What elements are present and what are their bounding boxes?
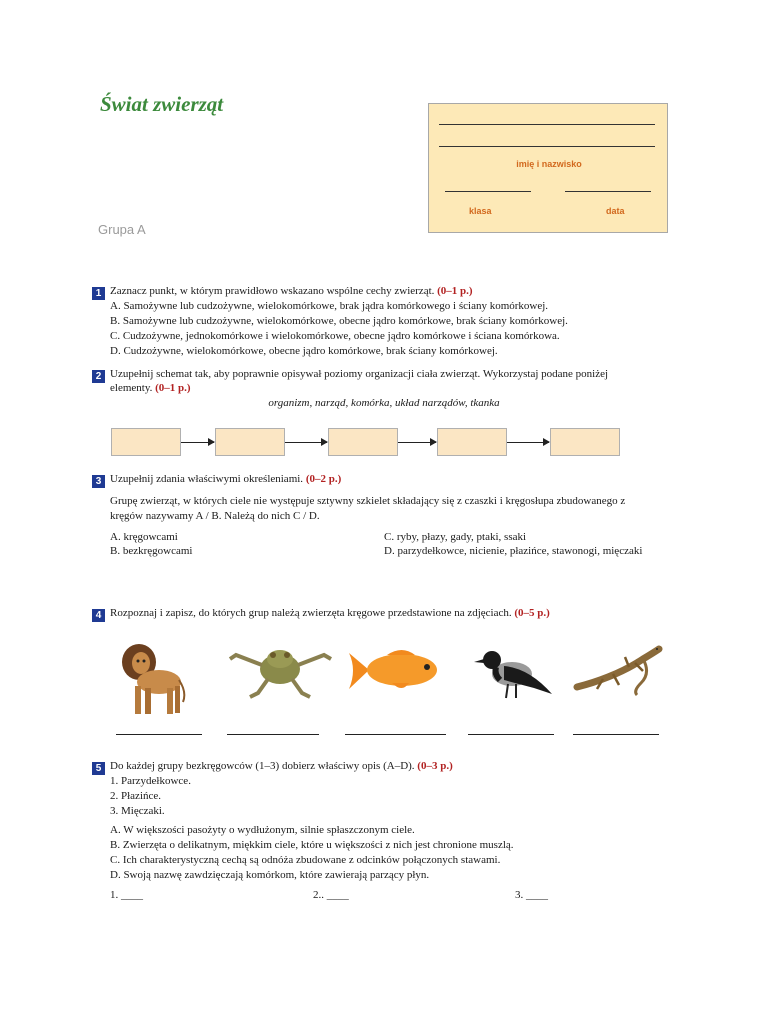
- question-5-answer-3[interactable]: 3. ____: [515, 889, 548, 901]
- date-line[interactable]: [565, 191, 651, 192]
- answer-line-lion[interactable]: [116, 734, 202, 735]
- question-2-number: 2: [92, 370, 105, 383]
- question-1-prompt: [110, 285, 473, 297]
- question-5-text: Do każdej grupy bezkręgowców (1–3) dobierz właściwy opis (A–D).: [110, 760, 415, 772]
- question-3-option-b[interactable]: B. bezkręgowcami: [110, 545, 193, 557]
- name-line-1[interactable]: [439, 124, 655, 125]
- question-2-prompt-line2: [110, 382, 191, 394]
- question-5-description-d: D. Swoją nazwę zawdzięczają komórkom, które zawierają parzący płyn.: [110, 869, 430, 881]
- question-5-group-1: 1. Parzydełkowce.: [110, 775, 191, 787]
- question-3-sentence-line2: kręgów nazywamy A / B. Należą do nich C / D.: [110, 510, 320, 522]
- schema-box-3[interactable]: [328, 428, 398, 456]
- question-5-answer-1[interactable]: 1. ____: [110, 889, 143, 901]
- question-2-text: elementy.: [110, 382, 153, 394]
- schema-arrow-4: [507, 442, 549, 443]
- question-1-option-a[interactable]: A. Samożywne lub cudzożywne, wielokomórkowe, brak jądra komórkowego i ściany komórkowej.: [110, 300, 549, 312]
- question-1-points: (0–1 p.): [437, 285, 473, 297]
- question-1-number: 1: [92, 287, 105, 300]
- question-2-elements: organizm, narząd, komórka, układ narządów, tkanka: [268, 397, 500, 409]
- schema-arrow-3: [398, 442, 436, 443]
- schema-box-1[interactable]: [111, 428, 181, 456]
- lizard-icon: [573, 643, 663, 698]
- question-3-text: Uzupełnij zdania właściwymi określeniami.: [110, 473, 304, 485]
- question-1-option-c[interactable]: C. Cudzożywne, jednokomórkowe i wielokomórkowe, obecne jądro komórkowe i ściana komórkowa.: [110, 330, 560, 342]
- student-info-box: [428, 103, 668, 233]
- question-5-description-a: A. W większości pasożyty o wydłużonym, silnie spłaszczonym ciele.: [110, 824, 415, 836]
- schema-box-5[interactable]: [550, 428, 620, 456]
- name-line-2[interactable]: [439, 146, 655, 147]
- answer-line-crow[interactable]: [468, 734, 554, 735]
- question-1-text: Zaznacz punkt, w którym prawidłowo wskazano wspólne cechy zwierząt.: [110, 285, 435, 297]
- question-2-points: (0–1 p.): [155, 382, 191, 394]
- group-label: Grupa A: [98, 222, 146, 237]
- class-line[interactable]: [445, 191, 531, 192]
- question-5-group-2: 2. Płazińce.: [110, 790, 162, 802]
- question-4-number: 4: [92, 609, 105, 622]
- question-5-prompt: [110, 760, 453, 772]
- question-5-group-3: 3. Mięczaki.: [110, 805, 165, 817]
- question-3-option-c[interactable]: C. ryby, płazy, gady, ptaki, ssaki: [384, 531, 527, 543]
- frog-icon: [228, 645, 333, 700]
- question-4-prompt: [110, 607, 550, 619]
- date-label: data: [606, 206, 625, 216]
- question-1-option-b[interactable]: B. Samożywne lub cudzożywne, wielokomórkowe, obecne jądro komórkowe, brak ściany komórkowej.: [110, 315, 568, 327]
- question-3-prompt: [110, 473, 341, 485]
- crow-icon: [474, 640, 554, 702]
- question-5-number: 5: [92, 762, 105, 775]
- schema-arrow-2: [285, 442, 327, 443]
- schema-arrow-1: [181, 442, 214, 443]
- question-5-answer-2[interactable]: 2.. ____: [313, 889, 349, 901]
- question-4-text: Rozpoznaj i zapisz, do których grup należą zwierzęta kręgowe przedstawione na zdjęciach.: [110, 607, 512, 619]
- question-2-prompt-line1: Uzupełnij schemat tak, aby poprawnie opisywał poziomy organizacji ciała zwierząt. Wykorzystaj podane poniżej: [110, 368, 609, 380]
- question-3-option-a[interactable]: A. kręgowcami: [110, 531, 178, 543]
- question-3-points: (0–2 p.): [305, 473, 342, 485]
- answer-line-frog[interactable]: [227, 734, 319, 735]
- page-title: Świat zwierząt: [100, 92, 224, 116]
- question-3-sentence-line1: Grupę zwierząt, w których ciele nie występuje sztywny szkielet składający się z czaszki i kręgosłupa zbudowanego z: [110, 495, 626, 507]
- question-5-description-c: C. Ich charakterystyczną cechą są odnóża zbudowane z odcinków połączonych stawami.: [110, 854, 501, 866]
- question-5-points: (0–3 p.): [417, 760, 453, 772]
- class-label: klasa: [469, 206, 492, 216]
- name-label: imię i nazwisko: [516, 159, 582, 169]
- question-3-option-d[interactable]: D. parzydełkowce, nicienie, płazińce, stawonogi, mięczaki: [384, 545, 643, 557]
- answer-line-goldfish[interactable]: [345, 734, 446, 735]
- answer-line-lizard[interactable]: [573, 734, 659, 735]
- schema-box-4[interactable]: [437, 428, 507, 456]
- lion-icon: [117, 642, 187, 717]
- question-4-points: (0–5 p.): [514, 607, 550, 619]
- question-3-number: 3: [92, 475, 105, 488]
- goldfish-icon: [347, 645, 442, 695]
- question-5-description-b: B. Zwierzęta o delikatnym, miękkim ciele, które u większości z nich jest chronione muszlą.: [110, 839, 514, 851]
- schema-box-2[interactable]: [215, 428, 285, 456]
- question-1-option-d[interactable]: D. Cudzożywne, wielokomórkowe, obecne jądro komórkowe, brak ściany komórkowej.: [110, 345, 498, 357]
